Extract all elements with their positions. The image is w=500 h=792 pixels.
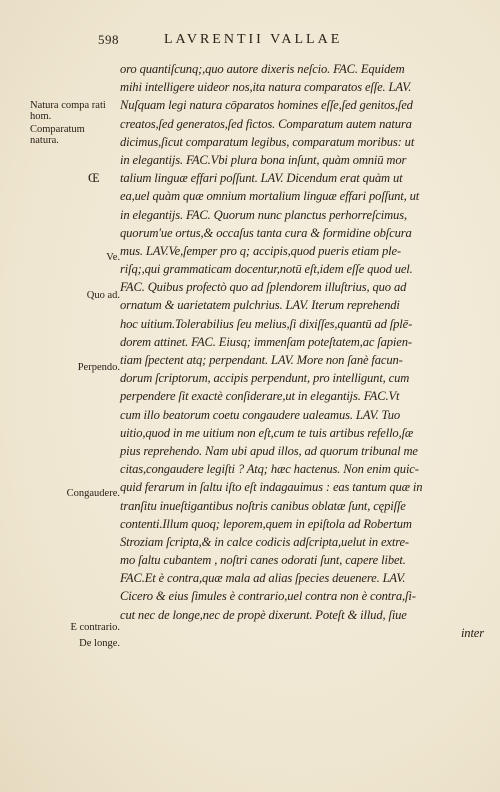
text-line: Stroziam ſcripta,& in calce codicis adſcripta,uelut in extre- [120, 534, 409, 549]
catchword: inter [460, 625, 484, 640]
text-line: quid ferarum in ſaltu iſto eſt indagauimus : eas tantum quæ in [120, 480, 423, 495]
margin-note-natura-comparati: Natura compa rati hom. [30, 100, 106, 122]
text-line: riſq;,qui grammaticam docentur,notū eſt,idem eſſe quod uel. [120, 262, 413, 277]
page-header [98, 32, 478, 50]
text-line: uitio,quod in me uitium non eſt,cum te tuis artibus refello,ſæ [120, 425, 414, 440]
text-line: cut nec de longe,nec de propè dixerunt. Poteſt & illud, ſiue [120, 607, 407, 622]
text-line: mo ſaltu cubantem , noſtri canes odorati ſunt, capere libet. [120, 553, 406, 568]
text-line: tiam ſpectent atq; perpendant. LAV. More non ſanè facun- [120, 353, 403, 367]
margin-note-perpendo: Perpendo. [77, 362, 120, 373]
text-line: FAC. Quibus profectò quo ad ſplendorem illuſtrius, quo ad [120, 280, 407, 295]
text-line: Cicero & eius ſimules è contrario,uel contra non è contra,ſi- [120, 589, 416, 604]
text-line: dicimus,ſicut comparatum legibus, comparatum moribus: ut [120, 134, 415, 149]
text-line: contenti.Illum quoq; leporem,quem in epiſtola ad Robertum [120, 516, 412, 531]
text-line: perpendere ſit exactè conſiderare,ut in elegantijs. FAC.Vt [120, 389, 400, 404]
text-line: FAC.Et è contra,quæ mala ad alias ſpecies deuenere. LAV. [120, 571, 406, 586]
margin-note-ve: Ve. [106, 252, 120, 263]
text-line: mihi intelligere uideor nos,ita natura comparatos eſſe. LAV. [120, 80, 412, 95]
text-line: hoc uitium.Tolerabilius ſeu melius,ſi dixiſſes,quantū ad ſplē- [120, 316, 413, 331]
text-line: talium linguæ effari poſſunt. LAV. Dicendum erat quàm ut [120, 171, 403, 186]
main-text [120, 60, 484, 642]
margin-note-quo-ad: Quo ad. [86, 290, 120, 301]
running-head: LAVRENTII VALLAE [164, 32, 343, 47]
margin-note-e-contrario: E contrario. [70, 622, 120, 633]
text-line: creatos,ſed generatos,ſed fictos. Comparatum autem natura [120, 116, 412, 131]
text-line: Nuſquam legi natura cōparatos homines eſſe,ſed genitos,ſed [120, 98, 413, 113]
text-line: citas,congaudere legiſti ? Atq; hæc hactenus. Non enim quic- [120, 462, 419, 477]
text-line: dorum ſcriptorum, accipis perpendunt, pro intelligunt, cum [120, 371, 410, 386]
text-line: dorem attinet. FAC. Eiusq; immenſam poteſtatem,ac ſapien- [120, 334, 412, 349]
text-line: pius reprehendo. Nam ubi apud illos, ad quorum tribunal me [120, 443, 418, 458]
text-line: in elegantijs. FAC.Vbi plura bona inſunt, quàm omniū mor [120, 152, 407, 167]
text-line: quorum'ue ortus,& occaſus tanta cura & formidine obſcura [120, 225, 412, 240]
text-line: mus. LAV.Ve,ſemper pro q; accipis,quod pueris etiam ple- [120, 243, 401, 258]
text-line: cum illo beatorum coetu congaudere ualeamus. LAV. Tuo [120, 407, 401, 422]
text-line: tranſitu inueſtigantibus noſtris canibus oblatæ ſunt, cępiſſe [120, 498, 406, 513]
text-line: oro quantiſcunq;,quo autore dixeris neſcio. FAC. Equidem [120, 62, 405, 76]
margin-note-congaudere: Congaudere. [66, 488, 120, 499]
text-line: in elegantijs. FAC. Quorum nunc planctus perhorreſcimus, [120, 207, 407, 222]
margin-note-comparatum-natura: Comparatum natura. [30, 124, 85, 146]
page-number: 598 [98, 32, 119, 47]
margin-note-de-longe: De longe. [79, 638, 120, 649]
text-line: ornatum & uarietatem pulchrius. LAV. Iterum reprehendi [120, 298, 400, 313]
margin-note-oe-ligature: Œ [88, 170, 100, 185]
text-line: ea,uel quàm quæ omnium mortalium linguæ effari poſſunt, ut [120, 189, 420, 204]
